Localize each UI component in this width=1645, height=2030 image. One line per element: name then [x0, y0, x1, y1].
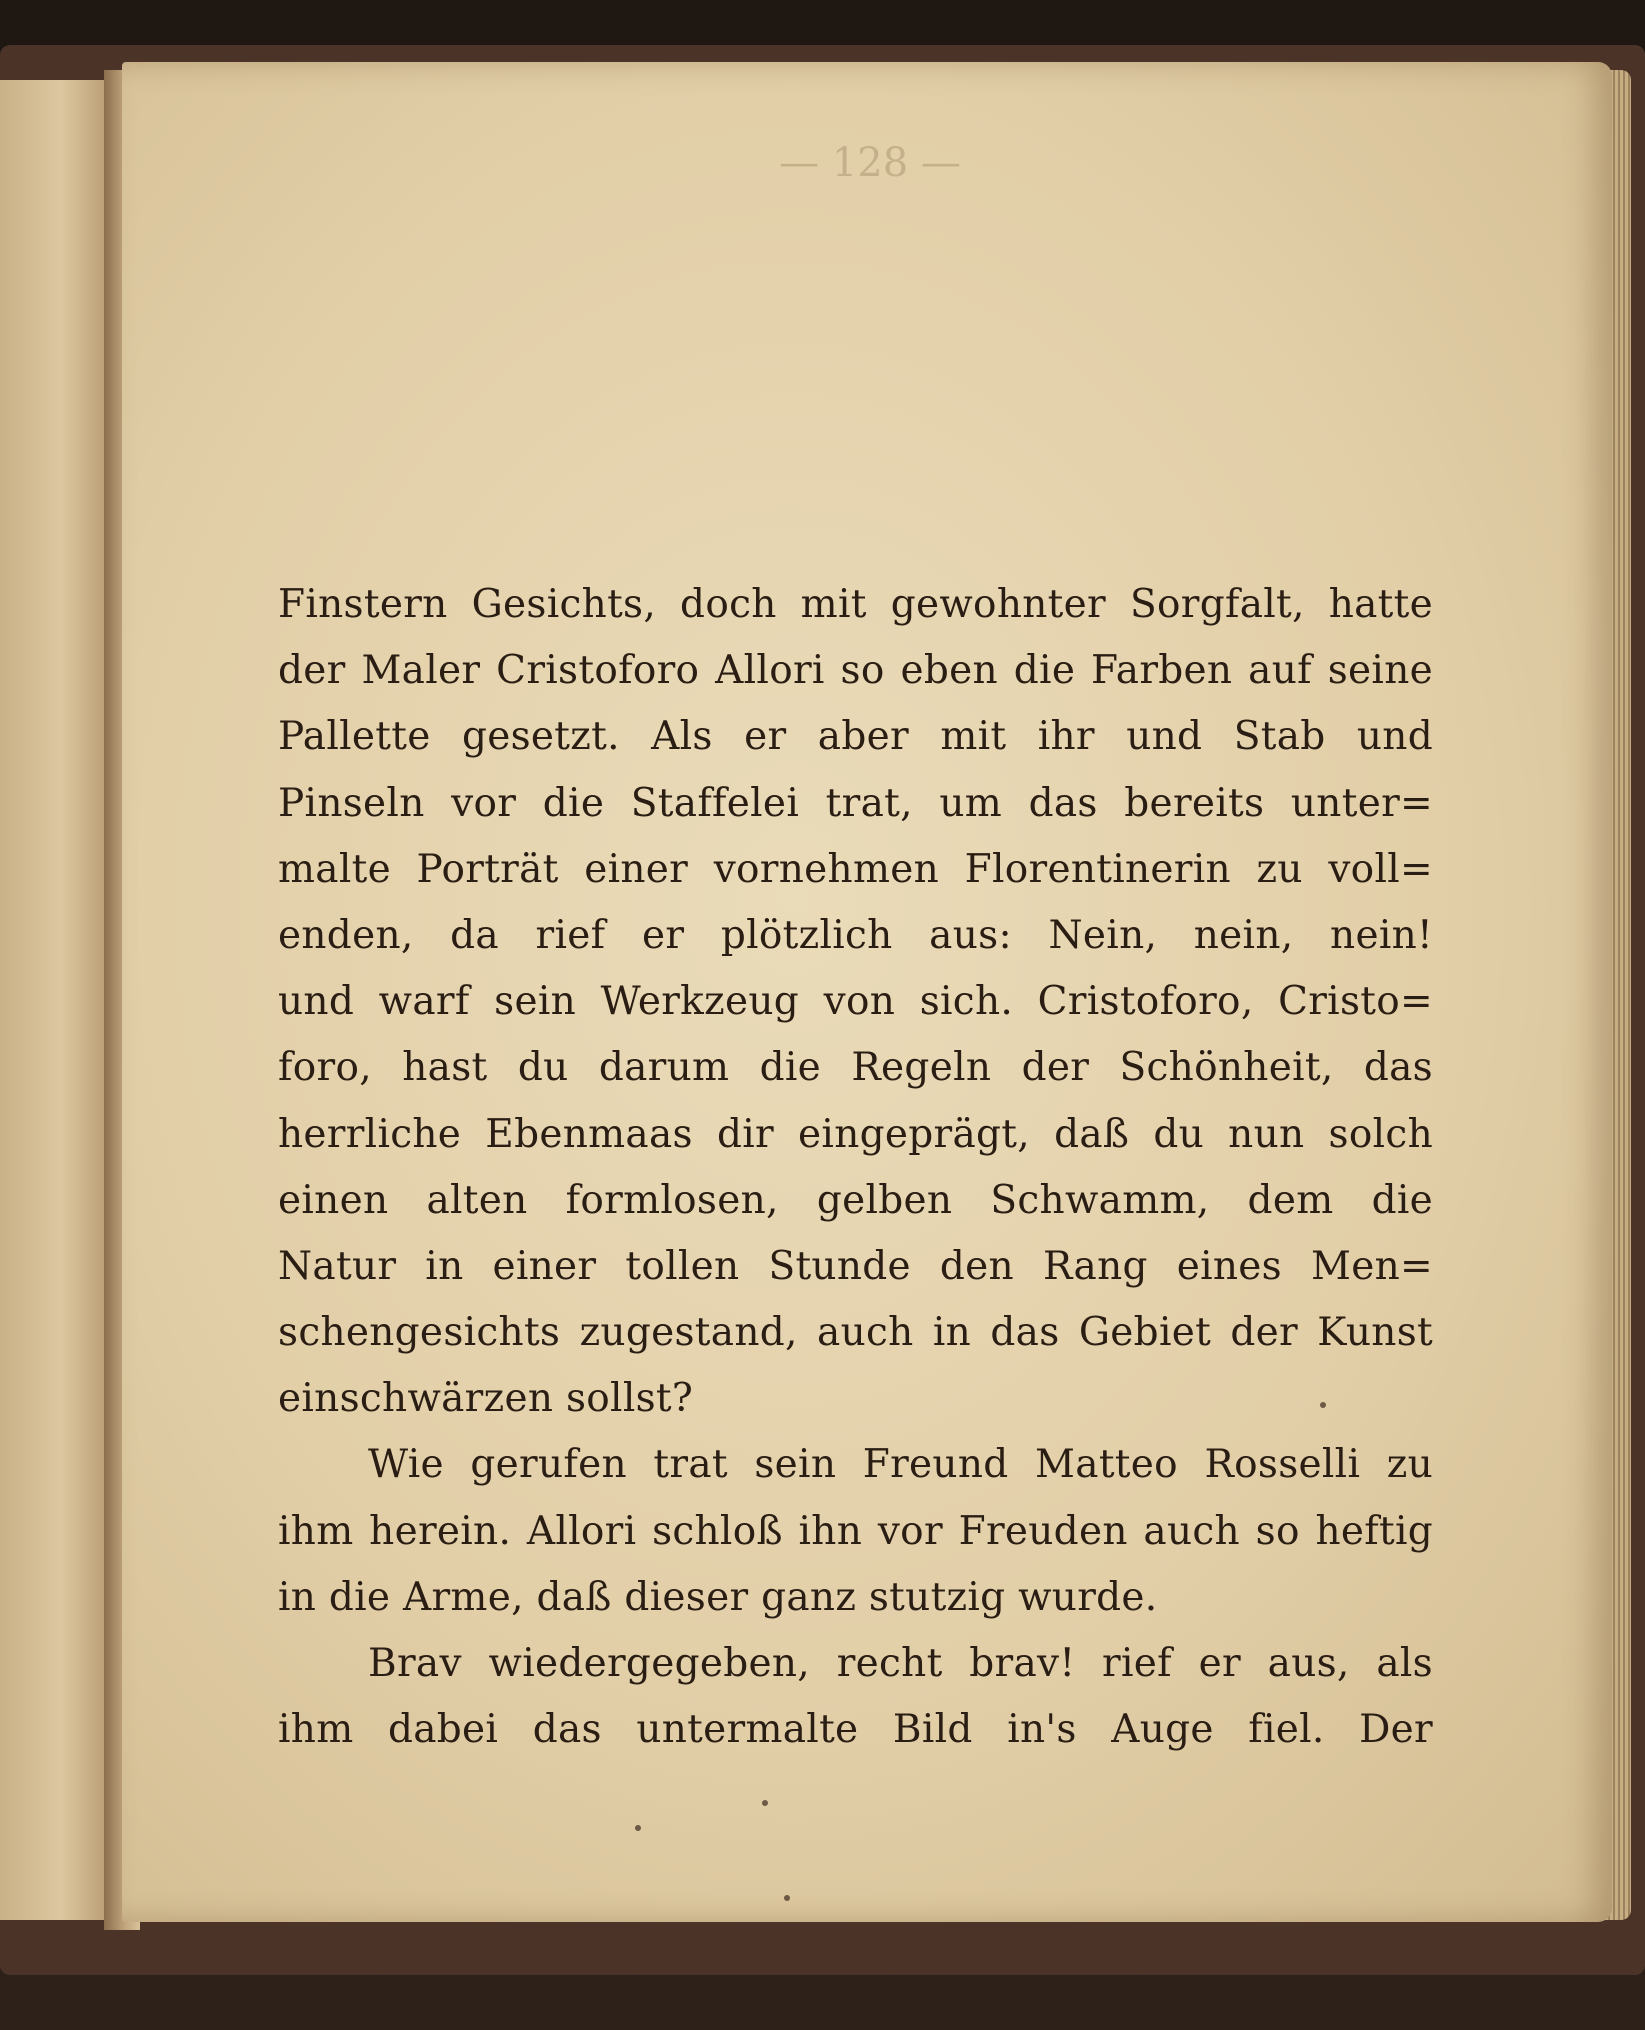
text-line: einen alten formlosen, gelben Schwamm, dem die: [278, 1177, 1433, 1223]
left-page-edge: [0, 80, 114, 1920]
paper-speck: [784, 1895, 790, 1901]
body-text: [278, 572, 1433, 1763]
text-line: herrliche Ebenmaas dir eingeprägt, daß du nun solch: [278, 1111, 1433, 1157]
text-line: Finstern Gesichts, doch mit gewohnter Sorgfalt, hatte: [278, 582, 1433, 627]
text-line: foro, hast du darum die Regeln der Schönheit, das: [278, 1045, 1433, 1091]
paper-speck: [635, 1825, 641, 1831]
paper-speck: [1320, 1402, 1326, 1408]
text-line: enden, da rief er plötzlich aus: Nein, nein, nein!: [278, 912, 1433, 958]
text-line: Natur in einer tollen Stunde den Rang eines Men=: [278, 1243, 1433, 1289]
text-line: Pallette gesetzt. Als er aber mit ihr und Stab und: [278, 714, 1433, 760]
text-line: Wie gerufen trat sein Freund Matteo Rosselli zu: [368, 1442, 1433, 1488]
text-line: malte Porträt einer vornehmen Florentinerin zu voll=: [278, 846, 1433, 892]
text-line: und warf sein Werkzeug von sich. Cristoforo, Cristo=: [278, 979, 1433, 1025]
text-line: ihm dabei das untermalte Bild in's Auge fiel. Der: [278, 1707, 1433, 1753]
text-line: Pinseln vor die Staffelei trat, um das bereits unter=: [278, 780, 1433, 826]
page-number: — 128 —: [779, 140, 961, 186]
text-line: der Maler Cristoforo Allori so eben die Farben auf seine: [278, 648, 1433, 694]
text-line: ihm herein. Allori schloß ihn vor Freuden auch so heftig: [278, 1508, 1433, 1554]
text-line: schengesichts zugestand, auch in das Gebiet der Kunst: [278, 1310, 1433, 1356]
text-line: in die Arme, daß dieser ganz stutzig wurde.: [278, 1574, 1158, 1620]
paper-speck: [762, 1800, 768, 1806]
text-line: Brav wiedergegeben, recht brav! rief er aus, als: [368, 1641, 1433, 1686]
text-line: einschwärzen sollst?: [278, 1376, 694, 1422]
